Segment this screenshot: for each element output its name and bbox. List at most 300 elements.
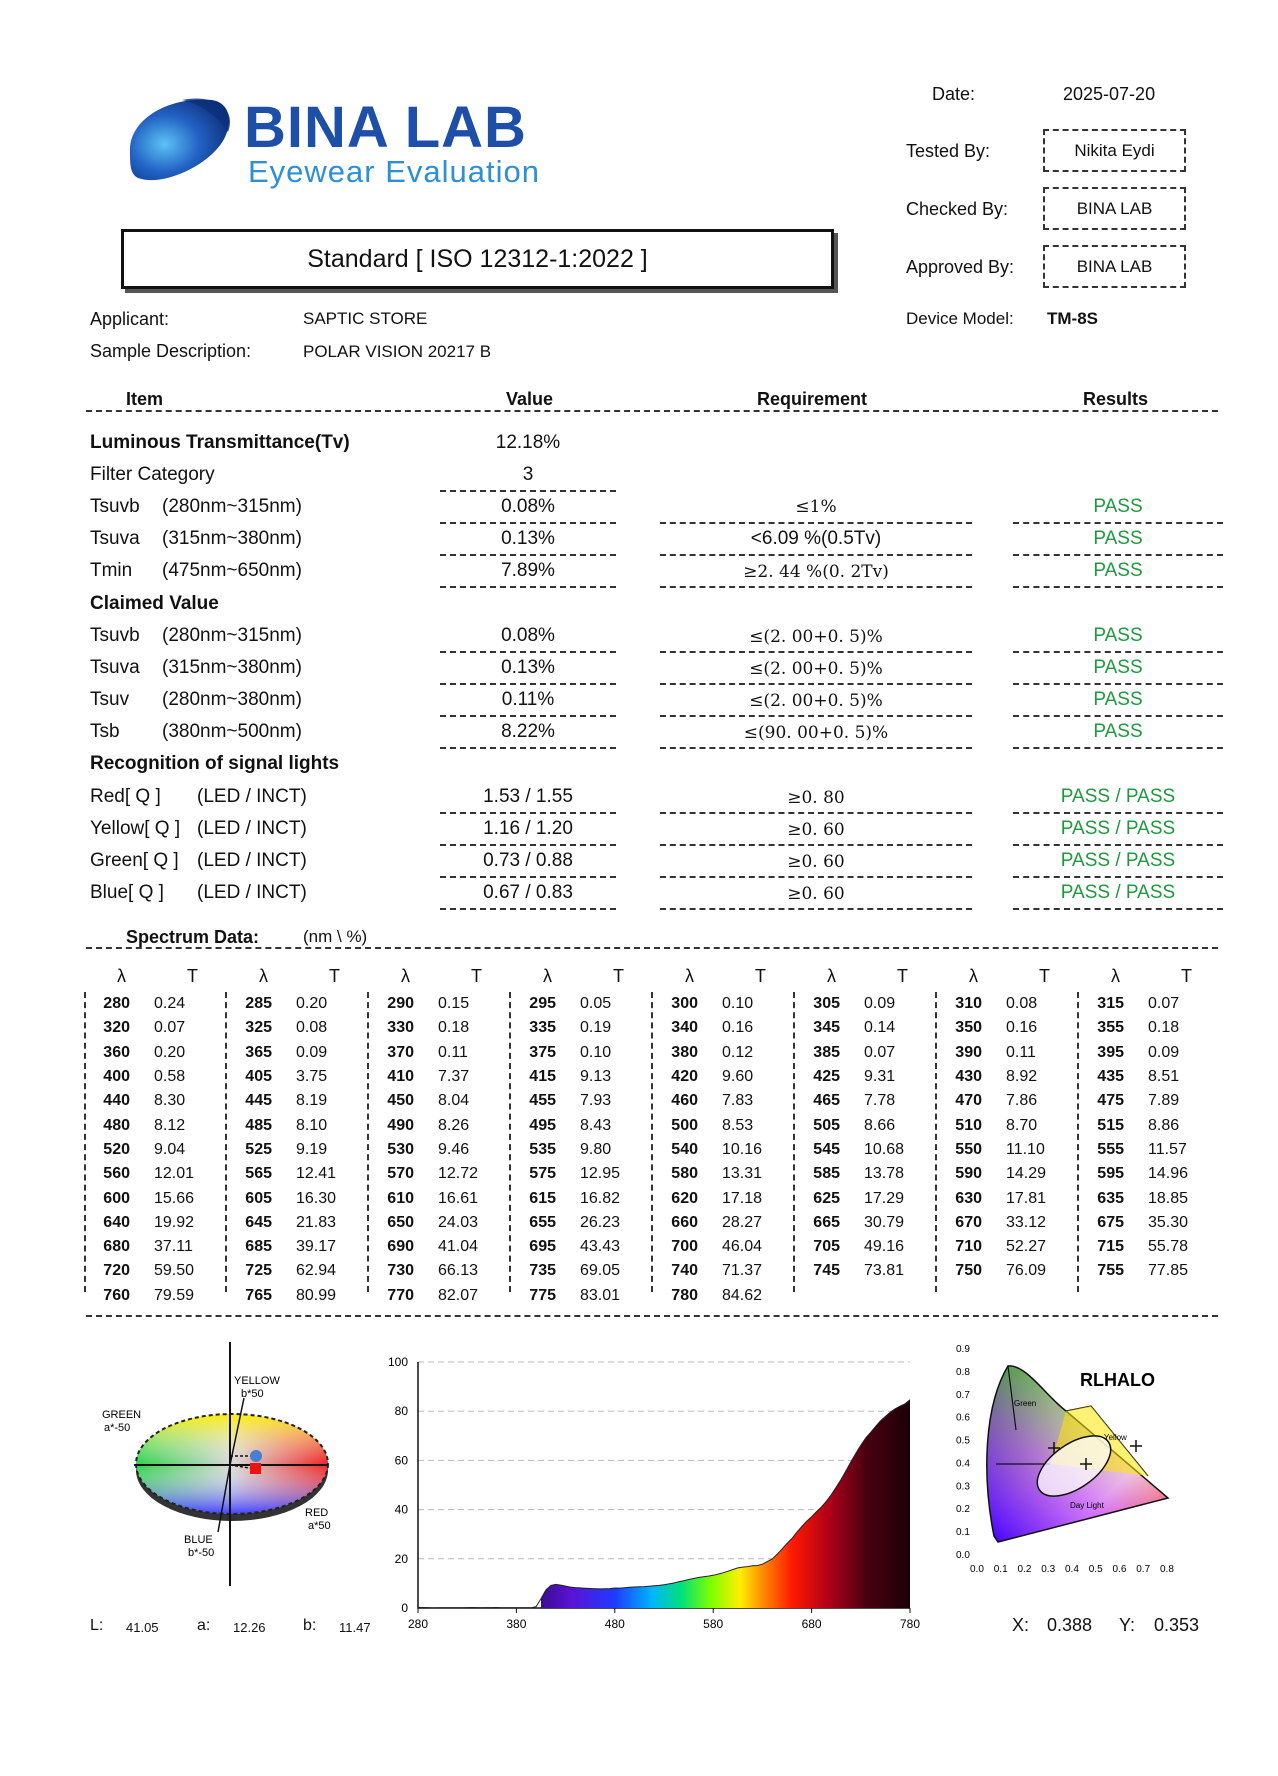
wavelength: 465 [813,1092,840,1110]
wavelength: 455 [529,1092,556,1110]
cie-y-tick: 0.1 [956,1527,970,1539]
cie-x-tick: 0.7 [1136,1564,1151,1575]
spectrum-row [86,1065,228,1089]
row-green-requirement: ≥0. 60 [787,852,845,872]
spectrum-row [86,1186,228,1210]
spectrum-row [86,1211,228,1235]
spectrum-row [938,1089,1080,1113]
transmittance: 0.20 [154,1043,186,1061]
wavelength: 735 [529,1262,556,1280]
spectrum-unit: (nm \ %) [303,927,368,946]
spectrum-row [938,1041,1080,1065]
transmittance: 19.92 [154,1213,195,1231]
wavelength: 290 [387,995,414,1013]
spectrum-row [512,1138,654,1162]
spectrum-row [512,1235,654,1259]
wavelength: 705 [813,1238,840,1256]
divider [1013,522,1223,524]
row-tsuva-result: PASS [1093,528,1143,549]
lambda-header: λ [401,966,410,986]
spectrum-row [796,1211,938,1235]
spectrum-row [370,992,512,1016]
wavelength: 330 [387,1019,414,1037]
row-yellow-result: PASS / PASS [1060,818,1176,839]
column-divider [509,992,511,1292]
spectrum-row [1080,1259,1222,1283]
transmittance: 0.10 [580,1043,612,1061]
wavelength: 670 [955,1213,982,1231]
row-tsuvb-result: PASS [1093,496,1143,517]
spectrum-row [370,1162,512,1186]
wavelength: 325 [245,1019,272,1037]
spectrum-row [796,1065,938,1089]
wavelength: 485 [245,1116,272,1134]
spectrum-column-header [654,966,796,992]
spectrum-row [370,1065,512,1089]
transmittance: 11.57 [1148,1140,1187,1158]
spectrum-row [228,1113,370,1137]
divider [440,554,616,556]
transmittance: 8.12 [154,1116,186,1134]
cie-y-tick: 0.5 [956,1435,970,1447]
transmittance: 16.61 [438,1189,479,1207]
row-claimed-tsb-result: PASS [1093,721,1143,742]
wavelength: 710 [955,1238,982,1256]
spectrum-row [228,1065,370,1089]
wavelength: 395 [1097,1043,1124,1061]
wavelength: 405 [245,1068,272,1086]
spectrum-row [1080,1113,1222,1137]
spectrum-row [1080,1016,1222,1040]
transmittance: 30.79 [864,1213,905,1231]
wavelength: 545 [813,1140,840,1158]
spectrum-column [370,966,512,1308]
wavelength: 600 [103,1189,130,1207]
transmittance: 10.16 [722,1140,763,1158]
row-claimed-tsuvb-value: 0.08% [501,625,555,646]
transmittance: 0.08 [1006,995,1038,1013]
cie-y-tick: 0.3 [956,1481,970,1493]
wavelength: 445 [245,1092,272,1110]
spectrum-row [654,1089,796,1113]
wavelength: 480 [103,1116,130,1134]
divider [440,844,616,846]
spectrum-row [512,1016,654,1040]
transmittance: 0.12 [722,1043,754,1061]
spectrum-divider [86,947,1218,949]
transmittance: 80.99 [296,1286,337,1304]
transmittance: 0.20 [296,995,328,1013]
lambda-header: λ [543,966,552,986]
y-tick-label: 20 [394,1551,408,1566]
transmittance: 69.05 [580,1262,621,1280]
y-tick-label: 40 [394,1502,408,1517]
wavelength: 650 [387,1213,414,1231]
checked-by-label: Checked By: [906,199,1009,219]
wavelength: 300 [671,995,698,1013]
wavelength: 525 [245,1140,272,1158]
column-divider [84,992,86,1292]
cie-y-tick: 0.0 [956,1550,970,1561]
row-green-type: (LED / INCT) [197,850,307,871]
spectrum-row [370,1259,512,1283]
divider [1013,747,1223,749]
wavelength: 470 [955,1092,982,1110]
transmittance: 0.10 [722,995,754,1013]
row-yellow-requirement: ≥0. 60 [787,820,845,840]
wavelength: 755 [1097,1262,1124,1280]
spectrum-row [654,1162,796,1186]
spectrum-row [938,992,1080,1016]
row-claimed-tsuva-name: Tsuva [90,657,140,678]
lambda-header: λ [259,966,268,986]
cie-y-tick: 0.4 [956,1458,970,1470]
spectrum-row [796,1089,938,1113]
transmittance: 7.78 [864,1092,896,1110]
wavelength: 450 [387,1092,414,1110]
row-tsuva-name: Tsuva [90,528,140,549]
cie-x-tick: 0.8 [1160,1564,1174,1575]
cie-chromaticity-diagram [956,1336,1226,1598]
wavelength: 750 [955,1262,982,1280]
wavelength: 350 [955,1019,982,1037]
transmittance: 62.94 [296,1262,337,1280]
transmittance: 8.30 [154,1092,186,1110]
wavelength: 430 [955,1068,982,1086]
wavelength: 295 [529,995,556,1013]
wavelength: 730 [387,1262,414,1280]
spectrum-column [654,966,796,1308]
wavelength: 500 [671,1116,698,1134]
date-value: 2025-07-20 [1063,84,1156,104]
spectrum-row [228,1162,370,1186]
transmittance: 77.85 [1148,1262,1189,1280]
divider [1013,651,1223,653]
wavelength: 315 [1097,995,1124,1013]
spectrum-row [1080,1186,1222,1210]
spectrum-row [796,1113,938,1137]
wavelength: 415 [529,1068,556,1086]
spectrum-row [512,1211,654,1235]
row-claimed-tsuvb-result: PASS [1093,625,1143,646]
spectrum-row [1080,1089,1222,1113]
spectrum-row [228,1089,370,1113]
wavelength: 310 [955,995,982,1013]
wavelength: 685 [245,1238,272,1256]
spectrum-row [512,1259,654,1283]
spectrum-row [938,1065,1080,1089]
device-label: Device Model: [906,309,1014,328]
transmittance: 0.58 [154,1068,186,1086]
lab-b-label: b: [303,1617,317,1634]
wavelength: 365 [245,1043,272,1061]
applicant-label: Applicant: [90,309,170,329]
spectrum-row [512,1186,654,1210]
transmittance: 49.16 [864,1238,905,1256]
t-header: T [329,966,340,986]
spectrum-row [938,1211,1080,1235]
cie-x-label: X: [1012,1615,1030,1635]
x-tick-label: 480 [604,1617,625,1630]
spectrum-row [796,1041,938,1065]
spectrum-column [938,966,1080,1284]
t-header: T [1181,966,1192,986]
wavelength: 745 [813,1262,840,1280]
wavelength: 575 [529,1165,556,1183]
spectrum-bottom-divider [86,1315,1218,1317]
transmittance: 8.66 [864,1116,896,1134]
transmittance: 0.05 [580,995,612,1013]
transmittance: 84.62 [722,1286,763,1304]
wavelength: 570 [387,1165,414,1183]
transmittance: 9.46 [438,1140,470,1158]
spectrum-column [86,966,228,1308]
transmittance: 24.03 [438,1213,479,1231]
transmittance: 33.12 [1006,1213,1047,1231]
wavelength: 740 [671,1262,698,1280]
lab-blue-label: BLUE [184,1534,213,1546]
transmittance: 3.75 [296,1068,328,1086]
wavelength: 540 [671,1140,698,1158]
lab-b-value: 11.47 [339,1620,371,1635]
row-blue-result: PASS / PASS [1060,882,1176,903]
lab-l-value: 41.05 [126,1620,159,1635]
spectrum-row [86,1041,228,1065]
transmittance: 55.78 [1148,1238,1189,1256]
wavelength: 420 [671,1068,698,1086]
wavelength: 475 [1097,1092,1124,1110]
row-blue-name: Blue[ Q ] [90,882,164,903]
wavelength: 490 [387,1116,414,1134]
cie-y-tick: 0.9 [956,1344,970,1355]
wavelength: 640 [103,1213,130,1231]
transmittance: 14.29 [1006,1165,1047,1183]
spectrum-row [938,1259,1080,1283]
divider [440,715,616,717]
row-claimed-tsuva-value: 0.13% [501,657,555,678]
spectrum-row [228,992,370,1016]
transmittance: 39.17 [296,1238,337,1256]
transmittance: 26.23 [580,1213,621,1231]
row-tsuva-range: (315nm~380nm) [162,528,302,549]
spectrum-row [654,1016,796,1040]
row-blue-type: (LED / INCT) [197,882,307,903]
transmittance: 16.30 [296,1189,337,1207]
spectrum-row [228,1138,370,1162]
t-header: T [187,966,198,986]
wavelength: 560 [103,1165,130,1183]
wavelength: 660 [671,1213,698,1231]
wavelength: 530 [387,1140,414,1158]
wavelength: 615 [529,1189,556,1207]
spectrum-row [86,1259,228,1283]
spectrum-row [228,1186,370,1210]
wavelength: 360 [103,1043,130,1061]
header-requirement: Requirement [757,389,868,409]
transmittance: 0.11 [438,1043,468,1061]
cie-daylight-label: Day Light [1070,1501,1104,1510]
cie-y-value: 0.353 [1154,1615,1200,1635]
row-claimed-tsuv-result: PASS [1093,689,1143,710]
transmittance: 7.37 [438,1068,470,1086]
spectrum-row [370,1284,512,1308]
row-claimed-tsuva-range: (315nm~380nm) [162,657,302,678]
transmittance: 41.04 [438,1238,479,1256]
lab-blue-b-label: b*-50 [188,1547,215,1559]
cie-x-tick: 0.1 [993,1564,1008,1575]
spectrum-row [1080,1235,1222,1259]
transmittance: 18.85 [1148,1189,1189,1207]
applicant-value: SAPTIC STORE [303,309,428,328]
spectrum-row [370,1186,512,1210]
row-tsuvb-range: (280nm~315nm) [162,496,302,517]
wavelength: 715 [1097,1238,1124,1256]
wavelength: 385 [813,1043,840,1061]
spectrum-row [654,992,796,1016]
luminous-label: Luminous Transmittance(Tv) [90,432,350,453]
spectrum-row [654,1235,796,1259]
wavelength: 695 [529,1238,556,1256]
column-divider [367,992,369,1292]
filter-category-value: 3 [522,464,534,485]
wavelength: 770 [387,1286,414,1304]
transmittance: 8.19 [296,1092,328,1110]
lab-color-space-diagram [96,1336,376,1596]
tested-by-value: Nikita Eydi [1043,129,1186,172]
spectrum-row [228,1235,370,1259]
divider [440,908,616,910]
divider [440,747,616,749]
spectrum-row [1080,1138,1222,1162]
divider [660,812,972,814]
wavelength: 605 [245,1189,272,1207]
logo-subtitle: Eyewear Evaluation [248,154,540,189]
transmittance: 8.51 [1148,1068,1180,1086]
wavelength: 585 [813,1165,840,1183]
row-claimed-tsuv-value: 0.11% [501,689,555,710]
spectrum-row [796,1186,938,1210]
spectrum-row [938,1162,1080,1186]
divider [1013,715,1223,717]
transmittance: 12.41 [296,1165,337,1183]
divider [660,651,972,653]
wavelength: 720 [103,1262,130,1280]
spectrum-row [654,1113,796,1137]
cie-title: RLHALO [1080,1370,1155,1390]
spectrum-row [938,1016,1080,1040]
spectrum-row [654,1138,796,1162]
spectrum-column-header [796,966,938,992]
row-green-value: 0.73 / 0.88 [483,850,573,871]
row-claimed-tsb-name: Tsb [90,721,120,742]
x-tick-label: 680 [801,1617,822,1630]
transmittance: 46.04 [722,1238,763,1256]
wavelength: 425 [813,1068,840,1086]
spectrum-row [86,1016,228,1040]
wavelength: 725 [245,1262,272,1280]
row-tsuva-requirement: <6.09 %(0.5Tv) [750,528,882,549]
column-divider [225,992,227,1292]
spectrum-row [1080,1211,1222,1235]
transmittance: 7.83 [722,1092,754,1110]
spectrum-title: Spectrum Data: [126,927,260,947]
wavelength: 780 [671,1286,698,1304]
y-tick-label: 100 [387,1355,408,1369]
spectrum-row [86,992,228,1016]
row-claimed-tsuvb-name: Tsuvb [90,625,140,646]
transmittance: 0.09 [296,1043,328,1061]
transmittance: 28.27 [722,1213,763,1231]
date-label: Date: [932,84,976,104]
spectrum-row [654,1065,796,1089]
sample-value: POLAR VISION 20217 B [303,342,492,361]
row-green-result: PASS / PASS [1060,850,1176,871]
transmittance: 59.50 [154,1262,195,1280]
spectrum-row [938,1138,1080,1162]
spectrum-row [796,1138,938,1162]
spectrum-row [796,1259,938,1283]
spectrum-row [86,1162,228,1186]
wavelength: 460 [671,1092,698,1110]
transmittance: 0.07 [864,1043,896,1061]
wavelength: 520 [103,1140,130,1158]
wavelength: 680 [103,1238,130,1256]
transmittance: 0.18 [1148,1019,1180,1037]
lambda-header: λ [1111,966,1120,986]
transmittance: 9.19 [296,1140,328,1158]
spectrum-row [938,1186,1080,1210]
row-tsuvb-value: 0.08% [501,496,555,517]
row-yellow-name: Yellow[ Q ] [90,818,181,839]
wavelength: 630 [955,1189,982,1207]
filter-category-label: Filter Category [90,464,215,485]
spectrum-column-header [86,966,228,992]
transmittance: 8.86 [1148,1116,1180,1134]
luminous-value: 12.18% [495,432,561,453]
transmittance: 0.14 [864,1019,896,1037]
wavelength: 655 [529,1213,556,1231]
divider [660,522,972,524]
divider [440,490,616,492]
t-header: T [471,966,482,986]
spectrum-row [512,1284,654,1308]
header-divider [86,410,1218,412]
transmittance: 0.07 [1148,995,1180,1013]
lab-green-label: GREEN [102,1409,142,1421]
spectrum-row [654,1041,796,1065]
row-claimed-tsuva-result: PASS [1093,657,1143,678]
transmittance: 17.18 [722,1189,763,1207]
claimed-value-label: Claimed Value [90,593,219,614]
cie-x-tick: 0.5 [1088,1564,1103,1575]
row-claimed-tsuva-requirement: ≤(2. 00+0. 5)% [749,659,883,679]
wavelength: 370 [387,1043,414,1061]
wavelength: 775 [529,1286,556,1304]
spectrum-column [1080,966,1222,1284]
wavelength: 375 [529,1043,556,1061]
column-divider [935,992,937,1292]
row-blue-value: 0.67 / 0.83 [483,882,573,903]
spectrum-row [512,1089,654,1113]
wavelength: 675 [1097,1213,1124,1231]
transmittance: 37.11 [154,1238,193,1256]
spectrum-row [938,1113,1080,1137]
transmittance: 8.43 [580,1116,612,1134]
lab-a-value: 12.26 [233,1620,266,1635]
transmittance: 0.08 [296,1019,328,1037]
wavelength: 510 [955,1116,982,1134]
transmittance: 12.95 [580,1165,621,1183]
